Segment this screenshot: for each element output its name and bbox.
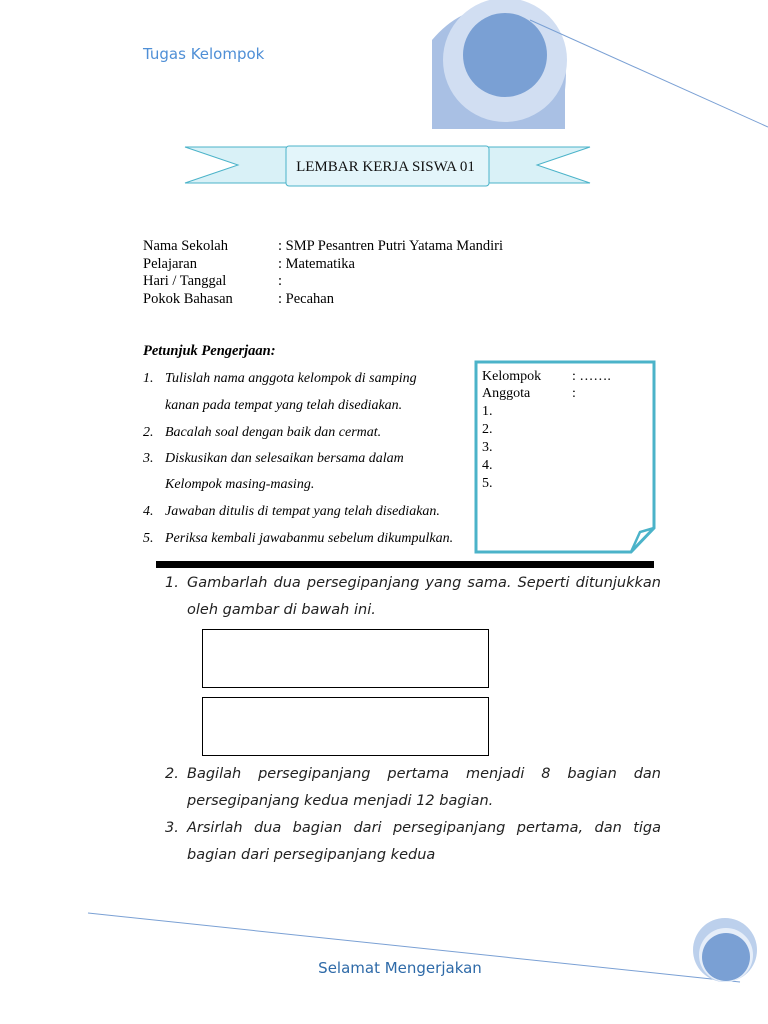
- footer-message: Selamat Mengerjakan: [318, 959, 482, 977]
- info-label: Pokok Bahasan: [143, 291, 233, 307]
- question-item: [165, 815, 661, 869]
- header-circle-inner: [463, 13, 547, 97]
- info-row-school: [143, 237, 543, 255]
- member-slot-2: 2.: [482, 422, 493, 437]
- members-row: [482, 385, 576, 403]
- info-value: : Pecahan: [278, 291, 334, 307]
- info-row-date: [143, 272, 543, 290]
- instruction-number: 2.: [143, 425, 154, 440]
- info-row-topic: [143, 290, 543, 308]
- question-text: Arsirlah dua bagian dari persegipanjang pertama, dan tiga bagian dari persegipanjang kedua: [187, 820, 661, 863]
- question-number: 1.: [165, 575, 179, 591]
- header-title: Tugas Kelompok: [143, 45, 265, 63]
- group-name-row: [482, 368, 611, 386]
- instructions-title: Petunjuk Pengerjaan:: [143, 343, 276, 359]
- instruction-text: kanan pada tempat yang telah disediakan.: [165, 398, 403, 413]
- group-label: Kelompok: [482, 369, 542, 384]
- section-divider: [156, 561, 654, 568]
- instruction-number: 5.: [143, 531, 154, 546]
- member-slot-4: 4.: [482, 458, 493, 473]
- instruction-text: Periksa kembali jawabanmu sebelum dikumpulkan.: [165, 531, 454, 546]
- drawing-rectangle-2: [202, 697, 489, 756]
- question-text: Gambarlah dua persegipanjang yang sama. Seperti ditunjukkan oleh gambar di bawah ini.: [187, 575, 661, 618]
- info-label: Pelajaran: [143, 256, 197, 272]
- info-value: :: [278, 273, 283, 289]
- members-value: :: [572, 386, 576, 401]
- question-text: Bagilah persegipanjang pertama menjadi 8 bagian dan persegipanjang kedua menjadi 12 bagian.: [187, 766, 661, 809]
- info-label: Nama Sekolah: [143, 238, 228, 254]
- instruction-text: Jawaban ditulis di tempat yang telah disediakan.: [165, 504, 440, 519]
- question-number: 2.: [165, 766, 179, 782]
- members-label: Anggota: [482, 386, 531, 401]
- instruction-text: Kelompok masing-masing.: [165, 477, 315, 492]
- member-slot-5: 5.: [482, 476, 493, 491]
- info-value: : SMP Pesantren Putri Yatama Mandiri: [278, 238, 504, 254]
- info-value: : Matematika: [278, 256, 355, 272]
- member-slot-1: 1.: [482, 404, 493, 419]
- group-value: : …….: [572, 369, 611, 384]
- drawing-rectangle-1: [202, 629, 489, 688]
- worksheet-title: LEMBAR KERJA SISWA 01: [296, 159, 475, 175]
- info-row-subject: [143, 255, 543, 273]
- question-item: [165, 570, 661, 624]
- question-number: 3.: [165, 820, 179, 836]
- instruction-text: Tulislah nama anggota kelompok di samping: [165, 371, 417, 386]
- header-decoration: [0, 0, 768, 140]
- instruction-number: 4.: [143, 504, 154, 519]
- member-slot-3: 3.: [482, 440, 493, 455]
- instruction-number: 3.: [143, 451, 154, 466]
- instruction-number: 1.: [143, 371, 154, 386]
- question-item: [165, 761, 661, 815]
- info-label: Hari / Tanggal: [143, 273, 227, 289]
- instruction-text: Bacalah soal dengan baik dan cermat.: [165, 425, 382, 440]
- instruction-text: Diskusikan dan selesaikan bersama dalam: [165, 451, 404, 466]
